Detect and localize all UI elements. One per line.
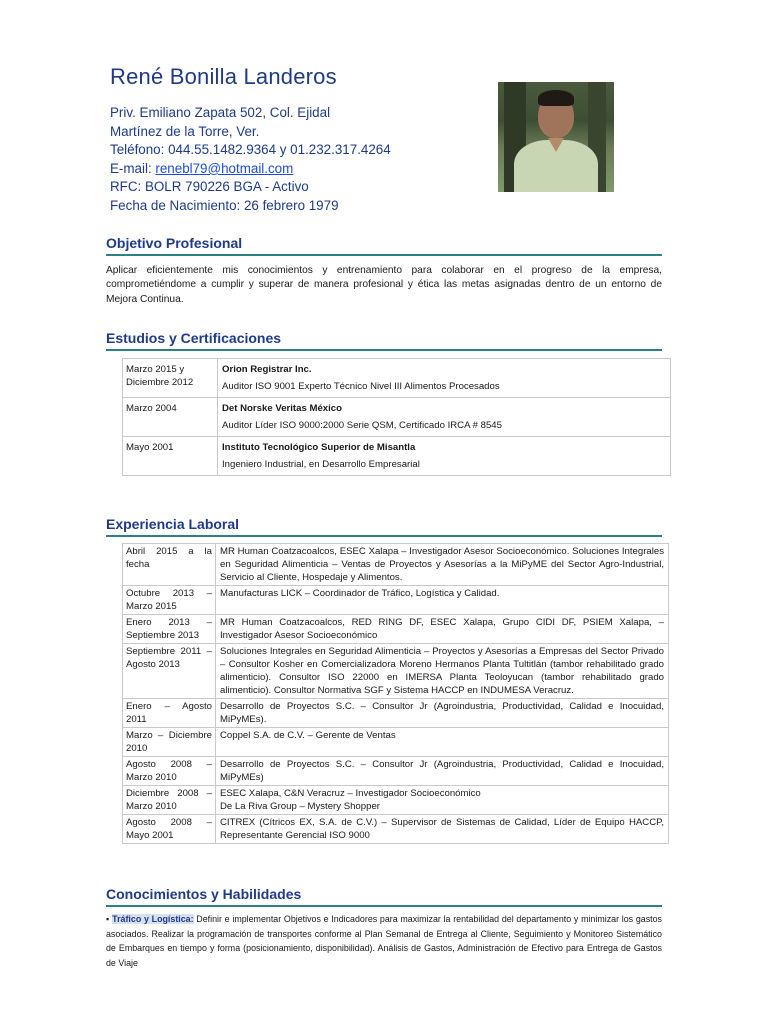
address-line-1: Priv. Emiliano Zapata 502, Col. Ejidal	[110, 105, 331, 120]
experience-date: Diciembre 2008 – Marzo 2010	[123, 786, 216, 815]
education-date: Marzo 2004	[123, 398, 218, 437]
experience-date: Abril 2015 a la fecha	[123, 544, 216, 586]
experience-row	[123, 586, 669, 615]
experience-detail: MR Human Coatzacoalcos, ESEC Xalapa – Investigador Asesor Socioeconómico. Soluciones Integrales en Seguridad Alimenticia – Ventas de Proyectos y Asesorías a la MiPyME del Sector Agro-Industrial, Servicio al Cliente, Hospedaje y Alimentos.	[216, 544, 669, 586]
email-label: E-mail:	[110, 160, 156, 176]
email-line	[110, 160, 470, 179]
education-institution: Det Norske Veritas México	[222, 403, 342, 414]
education-institution: Orion Registrar Inc.	[222, 364, 312, 375]
experience-row	[123, 699, 669, 728]
experience-date: Octubre 2013 – Marzo 2015	[123, 586, 216, 615]
experience-detail: Soluciones Integrales en Seguridad Alimenticia – Proyectos y Asesorías a Empresas del Sector Privado – Consultor Kosher en Comercializadora Moreno Hermanos Planta Tultitlán (tambor rehabilitado grado alimenticio). Consultor ISO 22000 en IMERSA Planta Teoloyucan (tambor rehabilitado grado alimenticio). Consultor Normativa SGF y Sistema HACCP en INDUMESA Veracruz.	[216, 644, 669, 699]
education-row	[123, 437, 671, 476]
education-title: Estudios y Certificaciones	[106, 330, 662, 351]
experience-detail: Coppel S.A. de C.V. – Gerente de Ventas	[216, 728, 669, 757]
skill-label: Tráfico y Logística:	[112, 914, 194, 924]
education-row	[123, 398, 671, 437]
experience-row	[123, 786, 669, 815]
experience-row	[123, 644, 669, 699]
experience-date: Enero – Agosto 2011	[123, 699, 216, 728]
education-detail: Auditor ISO 9001 Experto Técnico Nivel III Alimentos Procesados	[222, 381, 500, 392]
experience-title: Experiencia Laboral	[106, 516, 662, 537]
education-date: Mayo 2001	[123, 437, 218, 476]
experience-row	[123, 728, 669, 757]
bullet-icon: ▪	[106, 914, 110, 924]
objective-text: Aplicar eficientemente mis conocimientos y entrenamiento para colaborar en el progreso de la empresa, comprometiéndome a cumplir y superar de manera profesional y ética las metas asignadas dentro de un entorno de Mejora Continua.	[106, 265, 662, 305]
experience-date: Marzo – Diciembre 2010	[123, 728, 216, 757]
candidate-name: René Bonilla Landeros	[110, 64, 337, 89]
skill-text: Definir e implementar Objetivos e Indicadores para maximizar la rentabilidad del departamento y minimizar los gastos asociados. Realizar la programación de transportes conforme al Plan Semanal de Entrega al Cliente, Seguimiento y Monitoreo Sistemático de Embarques en tiempo y forma (posicionamiento, disponibilidad). Análisis de Gastos, Administración de Efectivo para Entrega de Gastos de Viaje	[106, 914, 662, 968]
experience-row	[123, 815, 669, 844]
education-table	[122, 358, 671, 476]
experience-detail: CITREX (Cítricos EX, S.A. de C.V.) – Supervisor de Sistemas de Calidad, Líder de Equipo HACCP, Representante Gerencial ISO 9000	[216, 815, 669, 844]
experience-date: Agosto 2008 – Mayo 2001	[123, 815, 216, 844]
phone: Teléfono: 044.55.1482.9364 y 01.232.317.4264	[110, 142, 391, 158]
experience-date: Septiembre 2011 – Agosto 2013	[123, 644, 216, 699]
experience-detail: Manufacturas LICK – Coordinador de Tráfico, Logística y Calidad.	[216, 586, 669, 615]
skills-title: Conocimientos y Habilidades	[106, 886, 662, 907]
skills-paragraph	[106, 912, 662, 970]
email-link[interactable]: renebl79@hotmail.com	[155, 160, 294, 176]
contact-block	[110, 104, 470, 216]
profile-photo	[498, 82, 614, 192]
experience-row	[123, 544, 669, 586]
birth-date: Fecha de Nacimiento: 26 febrero 1979	[110, 197, 339, 213]
experience-detail: Desarrollo de Proyectos S.C. – Consultor Jr (Agroindustria, Productividad, Calidad e Inocuidad, MiPyMEs)	[216, 757, 669, 786]
experience-row	[123, 615, 669, 644]
education-detail: Ingeniero Industrial, en Desarrollo Empresarial	[222, 459, 420, 470]
experience-table	[122, 543, 669, 844]
experience-row	[123, 757, 669, 786]
experience-detail: Desarrollo de Proyectos S.C. – Consultor Jr (Agroindustria, Productividad, Calidad e Inocuidad, MiPyMEs).	[216, 699, 669, 728]
objective-title: Objetivo Profesional	[106, 235, 662, 256]
experience-detail: MR Human Coatzacoalcos, RED RING DF, ESEC Xalapa, Grupo CIDI DF, PSIEM Xalapa, – Investigador Asesor Socioeconómico	[216, 615, 669, 644]
education-detail: Auditor Líder ISO 9000:2000 Serie QSM, Certificado IRCA # 8545	[222, 420, 502, 431]
rfc: RFC: BOLR 790226 BGA - Activo	[110, 179, 309, 195]
education-info	[218, 398, 671, 437]
education-row	[123, 359, 671, 398]
education-date: Marzo 2015 y Diciembre 2012	[123, 359, 218, 398]
education-info	[218, 437, 671, 476]
education-institution: Instituto Tecnológico Superior de Misantla	[222, 442, 416, 453]
address-line-2: Martínez de la Torre, Ver.	[110, 123, 260, 139]
experience-date: Enero 2013 – Septiembre 2013	[123, 615, 216, 644]
experience-detail: ESEC Xalapa, C&N Veracruz – Investigador Socioeconómico De La Riva Group – Mystery Shopper	[216, 786, 669, 815]
education-info	[218, 359, 671, 398]
experience-date: Agosto 2008 – Marzo 2010	[123, 757, 216, 786]
